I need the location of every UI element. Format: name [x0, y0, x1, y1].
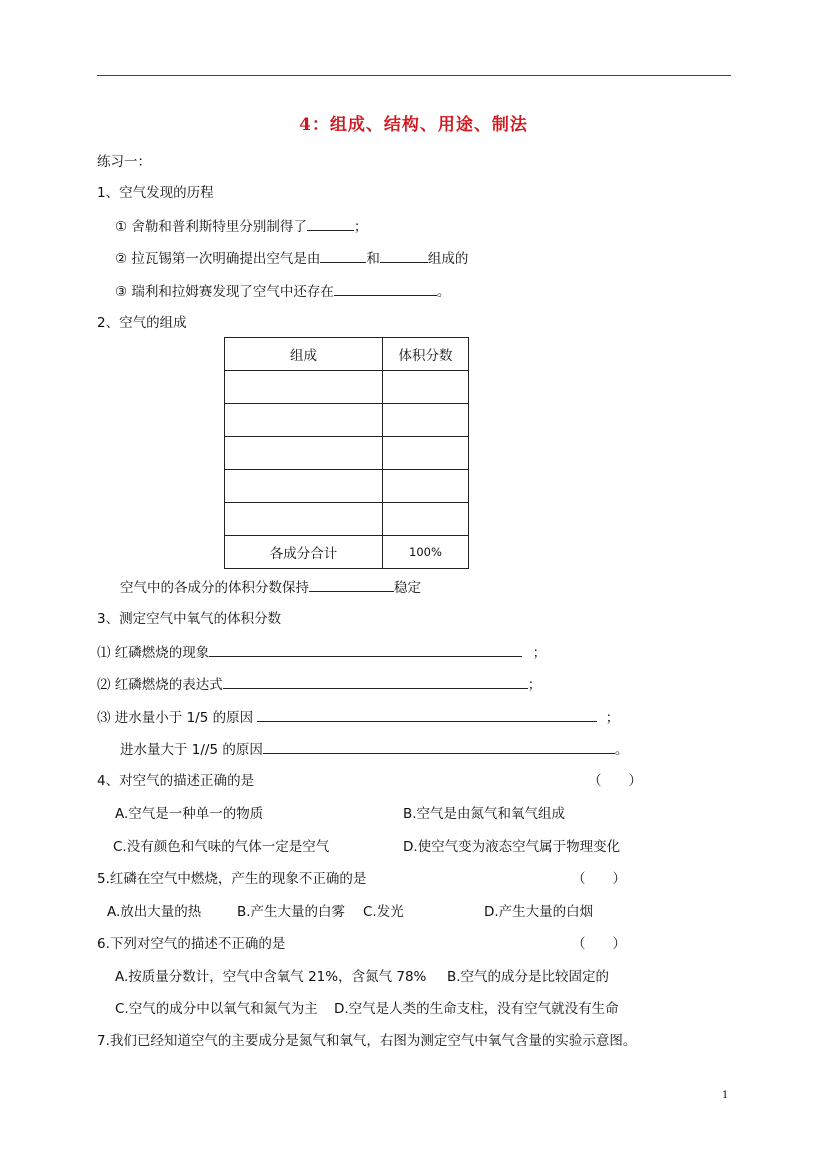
table-row: [225, 404, 469, 437]
q3-item-1-marker: ⑴: [97, 645, 111, 661]
q3-extra-end: 。: [614, 742, 629, 758]
table-header-row: [225, 338, 469, 371]
q5-stem: 5.红磷在空气中燃烧，产生的现象不正确的是: [97, 871, 367, 887]
q1-item-1-blank[interactable]: [307, 216, 354, 231]
q1-item-3-blank[interactable]: [334, 281, 437, 296]
q6-answer-paren[interactable]: （ ）: [572, 936, 626, 952]
q1-item-3-marker: ③: [115, 284, 128, 300]
page-number: 1: [722, 1090, 729, 1101]
table-total-value: 100%: [383, 536, 469, 569]
q1-item-2-marker: ②: [115, 251, 128, 267]
q2-note-before: 空气中的各成分的体积分数保持: [120, 580, 309, 596]
q3-item-1-end: ；: [532, 645, 547, 661]
q4-option-d[interactable]: D.使空气变为液态空气属于物理变化: [403, 839, 621, 855]
q3-item-3: [97, 707, 619, 728]
q5-answer-paren[interactable]: （ ）: [572, 871, 626, 887]
q6-option-c[interactable]: C.空气的成分中以氧气和氮气为主: [115, 1001, 318, 1017]
table-row: [225, 371, 469, 404]
q1-item-1-text: 舍勒和普利斯特里分别制得了: [131, 219, 307, 235]
q4-option-c[interactable]: C.没有颜色和气味的气体一定是空气: [113, 839, 330, 855]
q3-item-2-marker: ⑵: [97, 677, 111, 693]
q3-item-2-blank[interactable]: [223, 674, 528, 689]
table-header-cell: 体积分数: [383, 338, 469, 371]
q3-item-1-blank[interactable]: [209, 642, 522, 657]
q5-option-d[interactable]: D.产生大量的白烟: [484, 904, 594, 920]
q1-item-2-blank-b[interactable]: [380, 248, 428, 263]
section-label: 练习一：: [97, 154, 151, 170]
table-row: [225, 470, 469, 503]
q3-extra-text: 进水量大于 1//5 的原因: [120, 742, 263, 758]
q3-extra: [120, 739, 628, 760]
q2-heading: 2、空气的组成: [97, 315, 187, 331]
table-header-cell: 组成: [225, 338, 383, 371]
header-rule: [97, 75, 731, 76]
table-cell[interactable]: [225, 503, 383, 536]
table-total-label: 各成分合计: [225, 536, 383, 569]
table-cell[interactable]: [225, 371, 383, 404]
q3-item-3-end: ；: [605, 710, 620, 726]
q4-option-a[interactable]: A.空气是一种单一的物质: [115, 806, 264, 822]
q1-item-1-end: ；: [353, 219, 368, 235]
table-cell[interactable]: [383, 503, 469, 536]
q6-option-a[interactable]: A.按质量分数计，空气中含氧气 21%，含氮气 78%: [115, 969, 427, 985]
q2-note-blank[interactable]: [309, 577, 394, 592]
q3-item-2: [97, 674, 541, 695]
table-cell[interactable]: [383, 404, 469, 437]
q1-item-2-text: 拉瓦锡第一次明确提出空气是由: [131, 251, 321, 267]
q6-option-b[interactable]: B.空气的成分是比较固定的: [447, 969, 610, 985]
q3-extra-blank[interactable]: [263, 739, 615, 754]
q1-item-3: [115, 281, 450, 302]
q3-item-2-text: 红磷燃烧的表达式: [114, 677, 223, 693]
q1-item-1-marker: ①: [115, 219, 128, 235]
table-cell[interactable]: [225, 437, 383, 470]
q3-item-3-marker: ⑶: [97, 710, 111, 726]
q1-item-1: [115, 216, 367, 237]
q3-item-1: [97, 642, 546, 663]
q3-item-3-text: 进水量小于 1/5 的原因: [114, 710, 254, 726]
composition-table: [224, 337, 469, 569]
table-cell[interactable]: [383, 437, 469, 470]
q1-item-2-end: 组成的: [427, 251, 469, 267]
q3-item-2-end: ；: [527, 677, 542, 693]
q6-stem: 6.下列对空气的描述不正确的是: [97, 936, 286, 952]
q1-heading: 1、空气发现的历程: [97, 185, 214, 201]
table-row: [225, 503, 469, 536]
q1-item-2-blank-a[interactable]: [320, 248, 366, 263]
table-cell[interactable]: [225, 470, 383, 503]
q5-option-a[interactable]: A.放出大量的热: [107, 904, 202, 920]
q2-note-after: 稳定: [394, 580, 421, 596]
q1-item-3-end: 。: [436, 284, 451, 300]
q4-stem: 4、对空气的描述正确的是: [97, 773, 255, 789]
q4-option-b[interactable]: B.空气是由氮气和氧气组成: [403, 806, 566, 822]
q1-item-3-text: 瑞利和拉姆赛发现了空气中还存在: [131, 284, 334, 300]
q1-item-2: [115, 248, 468, 269]
table-cell[interactable]: [383, 371, 469, 404]
table-cell[interactable]: [383, 470, 469, 503]
table-total-row: [225, 536, 469, 569]
q7-stem: 7.我们已经知道空气的主要成分是氮气和氧气，右图为测定空气中氧气含量的实验示意图。: [97, 1033, 637, 1049]
table-cell[interactable]: [225, 404, 383, 437]
q5-option-b[interactable]: B.产生大量的白雾: [237, 904, 346, 920]
q4-answer-paren[interactable]: （ ）: [588, 773, 642, 789]
q5-option-c[interactable]: C.发光: [363, 904, 404, 920]
q1-item-2-mid: 和: [366, 251, 380, 267]
q3-item-1-text: 红磷燃烧的现象: [114, 645, 210, 661]
q6-option-d[interactable]: D.空气是人类的生命支柱，没有空气就没有生命: [334, 1001, 619, 1017]
table-row: [225, 437, 469, 470]
page-title: 4：组成、结构、用途、制法: [299, 115, 528, 135]
q2-note: [120, 577, 421, 598]
q3-heading: 3、测定空气中氧气的体积分数: [97, 611, 282, 627]
q3-item-3-blank[interactable]: [257, 707, 597, 722]
